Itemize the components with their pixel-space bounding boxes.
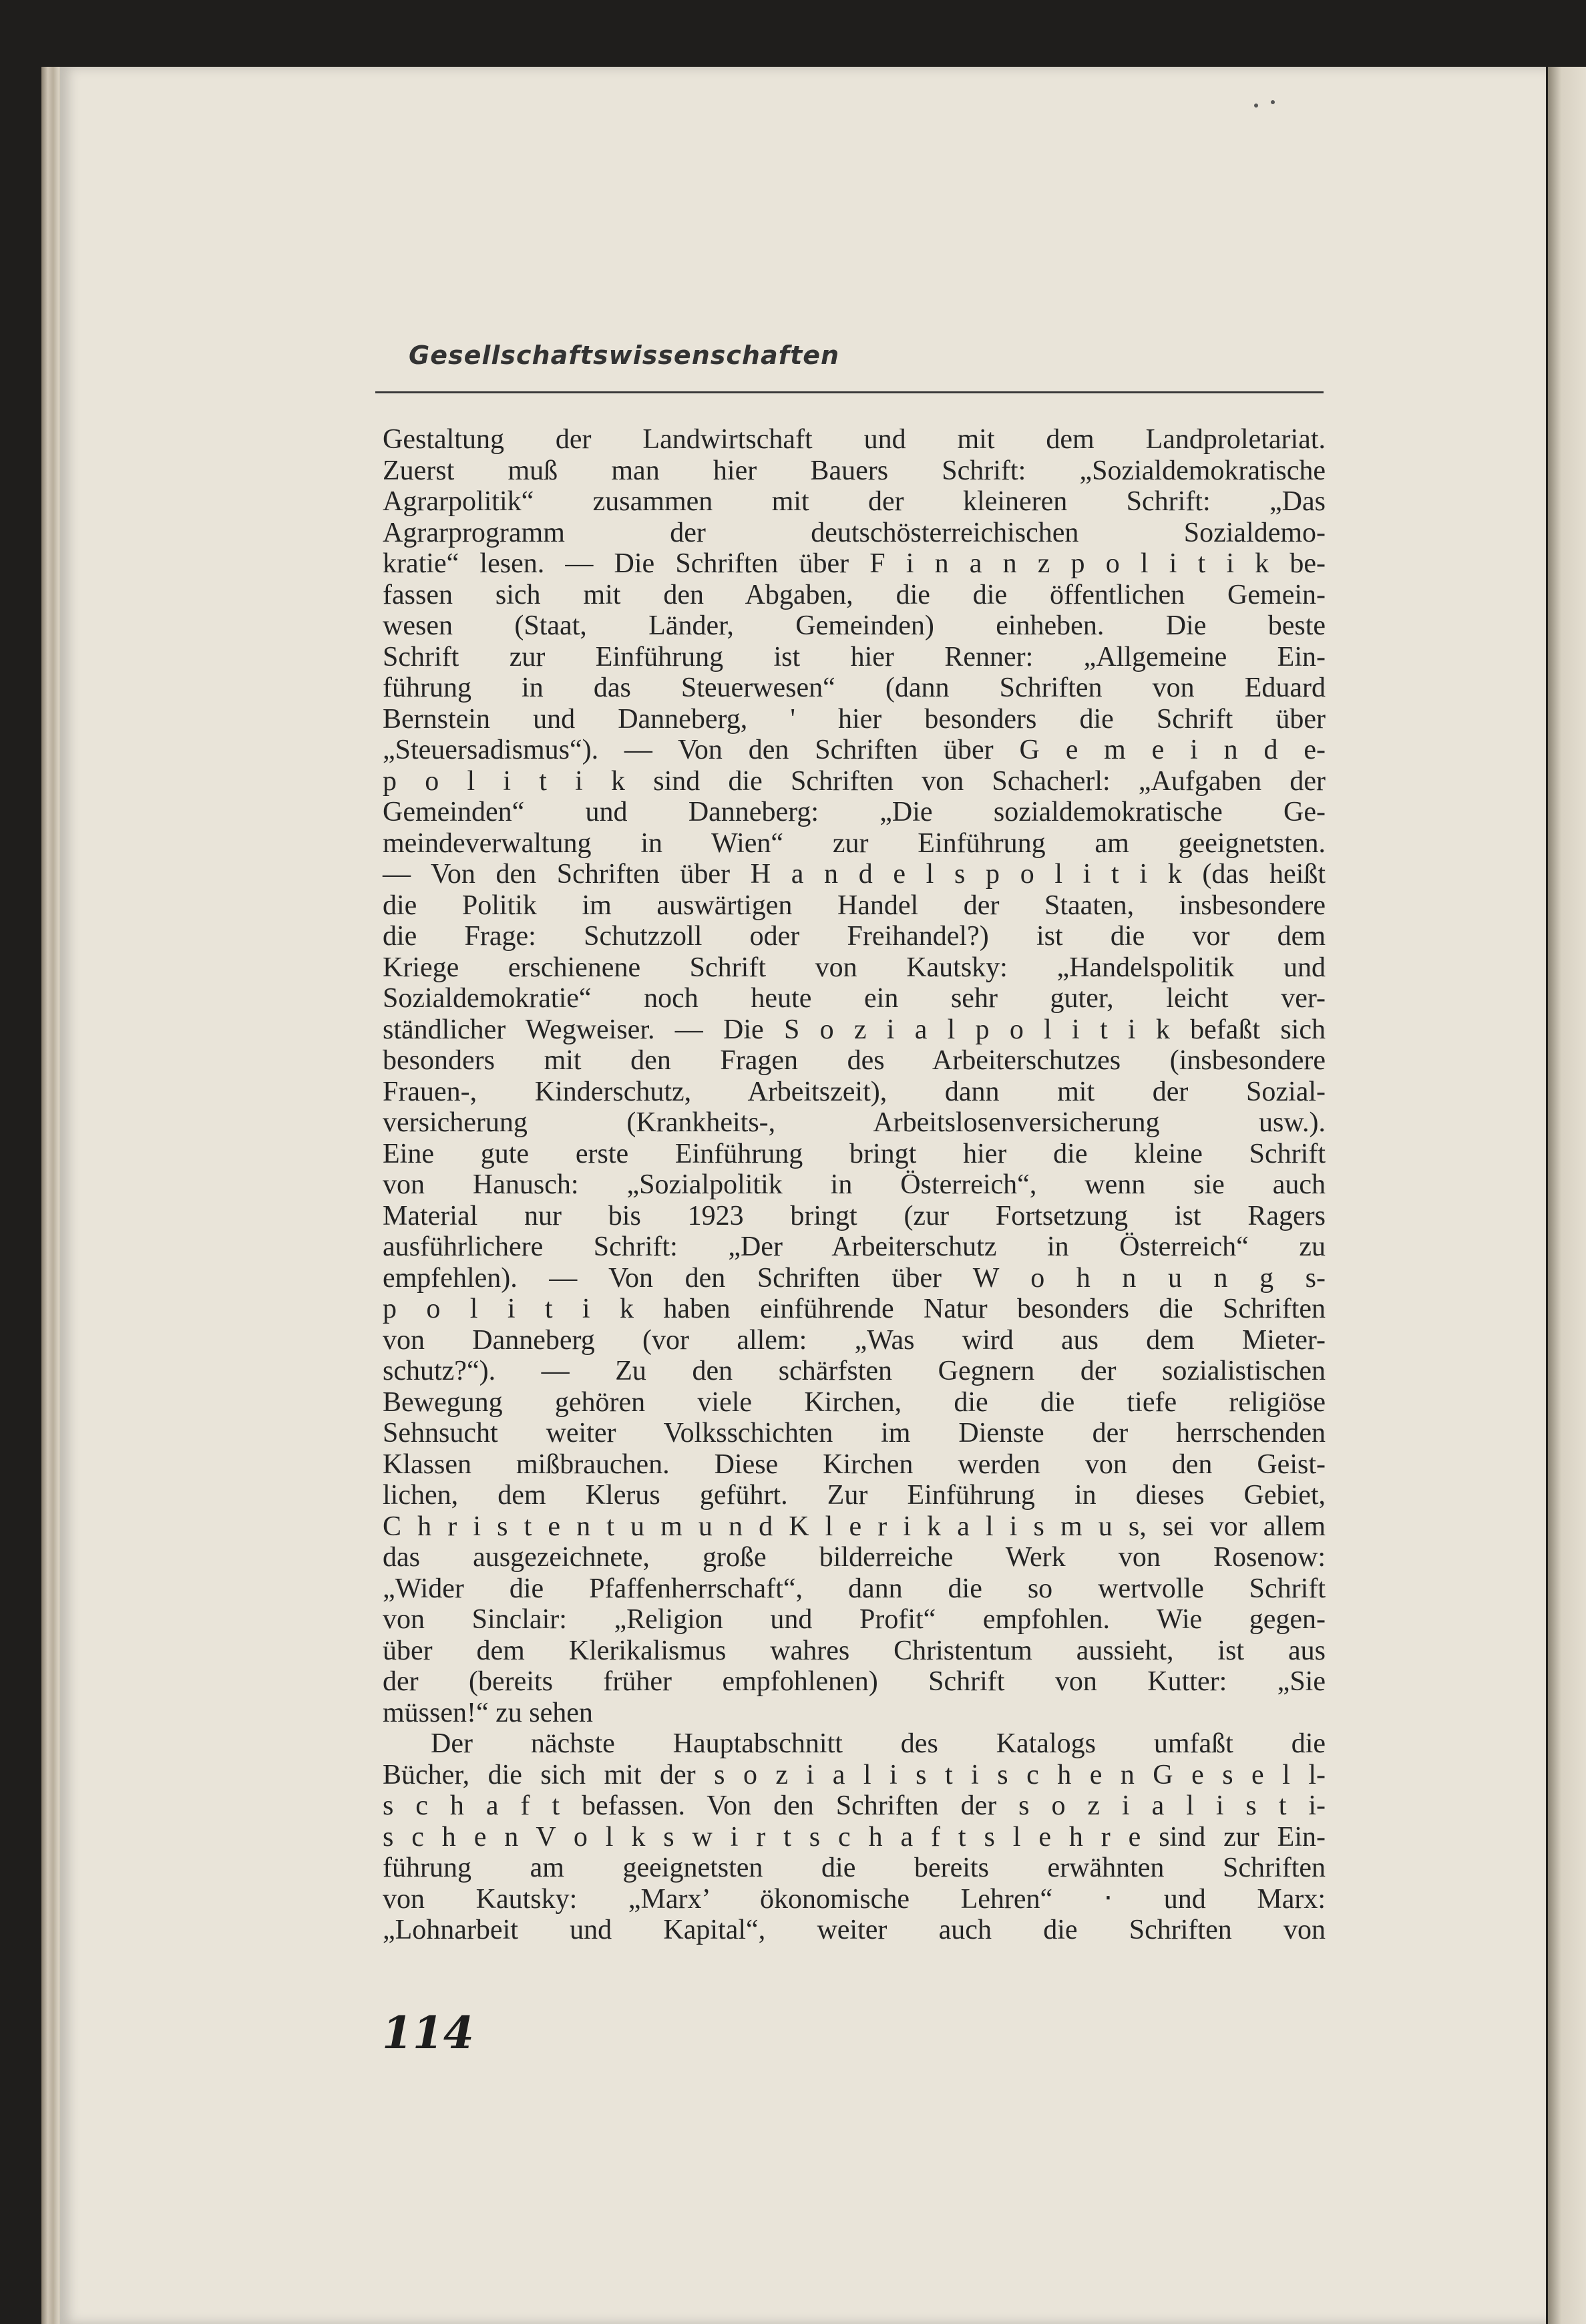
text-line: kratie“ lesen. — Die Schriften über F i n a n z p o l i t i k be- — [383, 548, 1326, 579]
text-line: meindeverwaltung in Wien“ zur Einführung am geeignetsten. — [383, 827, 1326, 859]
text-line: ausführlichere Schrift: „Der Arbeiterschutz in Österreich“ zu — [383, 1231, 1326, 1262]
text-line: Agrarpolitik“ zusammen mit der kleineren Schrift: „Das — [383, 486, 1326, 517]
text-line: Bücher, die sich mit der s o z i a l i s t i s c h e n G e s e l l- — [383, 1759, 1326, 1790]
text-line: Gemeinden“ und Danneberg: „Die sozialdemokratische Ge- — [383, 797, 1326, 827]
text-line: ständlicher Wegweiser. — Die S o z i a l p o l i t i k befaßt sich — [383, 1014, 1326, 1045]
body-text — [383, 424, 1326, 1946]
text-line: wesen (Staat, Länder, Gemeinden) einheben. Die beste — [383, 610, 1326, 641]
text-line: von Danneberg (vor allem: „Was wird aus dem Mieter- — [383, 1324, 1326, 1356]
text-line: Sehnsucht weiter Volksschichten im Dienste der herrschenden — [383, 1418, 1326, 1448]
text-line: das ausgezeichnete, große bilderreiche Werk von Rosenow: — [383, 1542, 1326, 1573]
text-line: Material nur bis 1923 bringt (zur Fortsetzung ist Ragers — [383, 1200, 1326, 1231]
text-line: s c h a f t befassen. Von den Schriften der s o z i a l i s t i- — [383, 1790, 1326, 1821]
text-line: — Von den Schriften über H a n d e l s p o l i t i k (das heißt — [383, 859, 1326, 890]
text-line: über dem Klerikalismus wahres Christentum aussieht, ist aus — [383, 1635, 1326, 1666]
text-line: von Sinclair: „Religion und Profit“ empfohlen. Wie gegen- — [383, 1604, 1326, 1635]
text-line: der (bereits früher empfohlenen) Schrift von Kutter: „Sie — [383, 1666, 1326, 1697]
text-line: führung am geeignetsten die bereits erwähnten Schriften — [383, 1853, 1326, 1883]
text-line: von Kautsky: „Marx’ ökonomische Lehren“ ‧ und Marx: — [383, 1883, 1326, 1915]
text-line: versicherung (Krankheits-, Arbeitslosenversicherung usw.). — [383, 1107, 1326, 1138]
text-line: Kriege erschienene Schrift von Kautsky: „Handelspolitik und — [383, 952, 1326, 983]
paragraph-end-line: müssen!“ zu sehen — [383, 1697, 593, 1728]
running-header: Gesellschaftswissenschaften — [409, 341, 840, 370]
text-line: fassen sich mit den Abgaben, die die öffentlichen Gemein- — [383, 579, 1326, 610]
text-line: von Hanusch: „Sozialpolitik in Österreich“, wenn sie auch — [383, 1169, 1326, 1200]
text-line: Gestaltung der Landwirtschaft und mit dem Landproletariat. — [383, 424, 1326, 455]
header-rule — [375, 391, 1324, 393]
text-line: lichen, dem Klerus geführt. Zur Einführung in dieses Gebiet, — [383, 1480, 1326, 1511]
dust-speck — [1254, 104, 1258, 108]
text-line: führung in das Steuerwesen“ (dann Schriften von Eduard — [383, 672, 1326, 703]
facing-page-edge — [1548, 67, 1586, 2324]
text-line: „Wider die Pfaffenherrschaft“, dann die so wertvolle Schrift — [383, 1573, 1326, 1604]
text-line: Schrift zur Einführung ist hier Renner: „Allgemeine Ein- — [383, 641, 1326, 672]
paragraph-start-line: Der nächste Hauptabschnitt des Katalogs umfaßt die — [431, 1728, 1326, 1759]
text-line: schutz?“). — Zu den schärfsten Gegnern der sozialistischen — [383, 1356, 1326, 1386]
text-line: empfehlen). — Von den Schriften über W o h n u n g s- — [383, 1262, 1326, 1294]
dust-speck — [1271, 100, 1275, 104]
text-line: Klassen mißbrauchen. Diese Kirchen werden von den Geist- — [383, 1448, 1326, 1480]
text-line: Bewegung gehören viele Kirchen, die die tiefe religiöse — [383, 1386, 1326, 1418]
text-line: Zuerst muß man hier Bauers Schrift: „Sozialdemokratische — [383, 455, 1326, 486]
text-line: s c h e n V o l k s w i r t s c h a f t s l e h r e sind zur Ein- — [383, 1821, 1326, 1853]
text-line: die Politik im auswärtigen Handel der Staaten, insbesondere — [383, 890, 1326, 921]
text-line: „Steuersadismus“). — Von den Schriften über G e m e i n d e- — [383, 735, 1326, 765]
text-line: p o l i t i k sind die Schriften von Schacherl: „Aufgaben der — [383, 765, 1326, 797]
text-line: Sozialdemokratie“ noch heute ein sehr guter, leicht ver- — [383, 983, 1326, 1014]
text-line: Frauen-, Kinderschutz, Arbeitszeit), dann mit der Sozial- — [383, 1076, 1326, 1107]
text-line: C h r i s t e n t u m u n d K l e r i k a l i s m u s, sei vor allem — [383, 1511, 1326, 1542]
page-number: 114 — [382, 2007, 474, 2059]
text-line: p o l i t i k haben einführende Natur besonders die Schriften — [383, 1294, 1326, 1324]
text-line: die Frage: Schutzzoll oder Freihandel?) ist die vor dem — [383, 921, 1326, 952]
text-line: „Lohnarbeit und Kapital“, weiter auch die Schriften von — [383, 1915, 1326, 1945]
text-line: Bernstein und Danneberg, ' hier besonders die Schrift über — [383, 703, 1326, 735]
text-line: Agrarprogramm der deutschösterreichischen Sozialdemo- — [383, 517, 1326, 548]
text-line: Eine gute erste Einführung bringt hier die kleine Schrift — [383, 1138, 1326, 1169]
text-line: besonders mit den Fragen des Arbeiterschutzes (insbesondere — [383, 1045, 1326, 1076]
